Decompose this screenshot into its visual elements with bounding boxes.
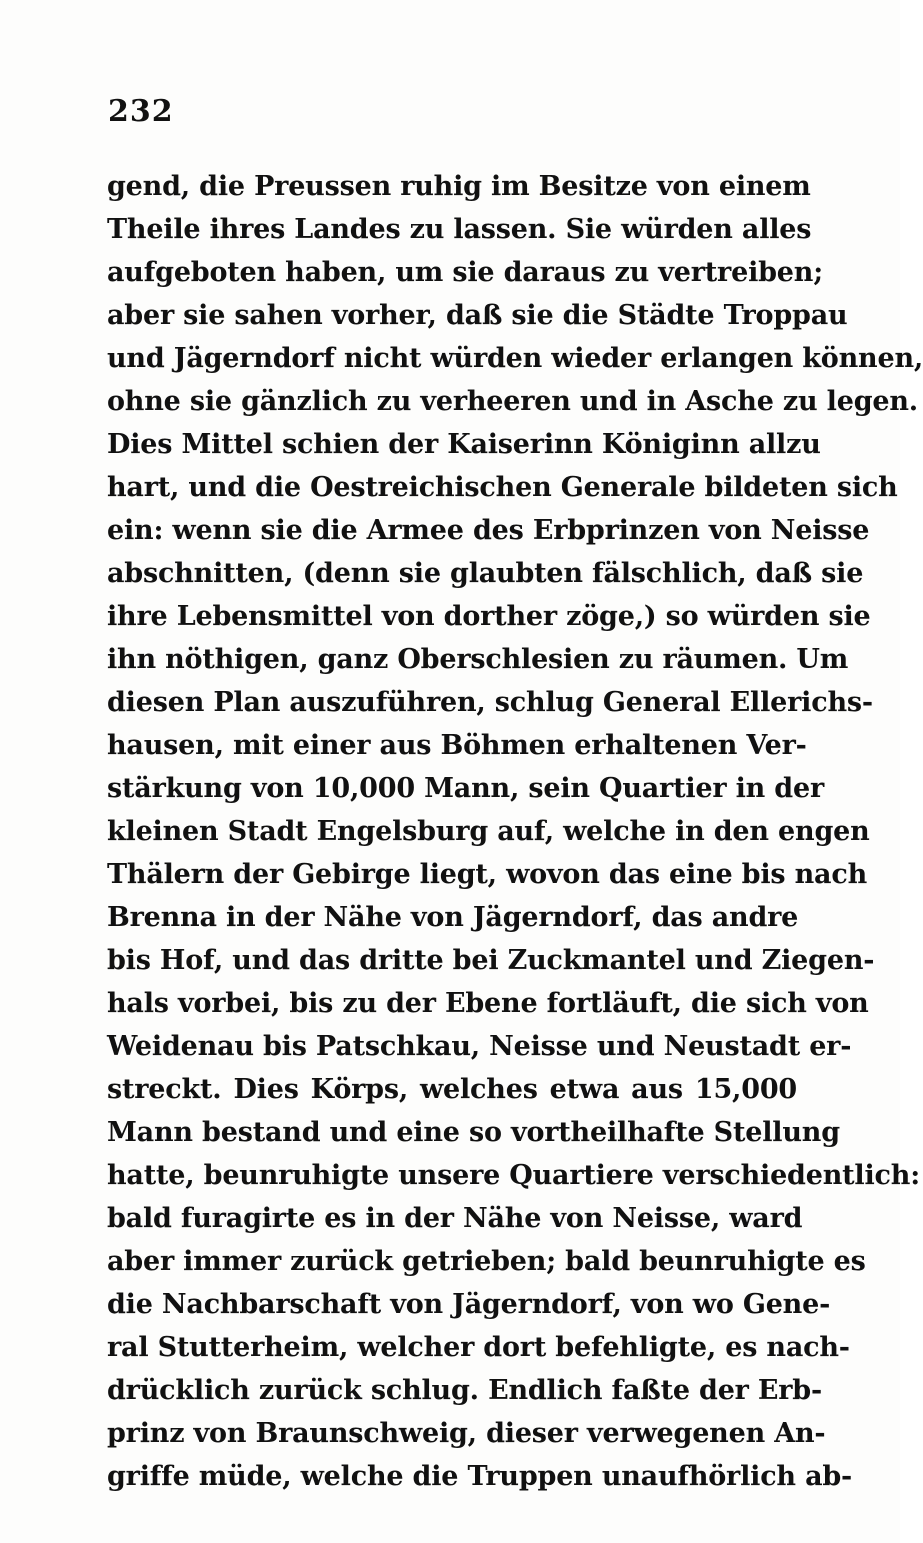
text-line: Dies Mittel schien der Kaiserinn Königinn allzu [107, 429, 821, 460]
text-line: und Jägerndorf nicht würden wieder erlangen können, [107, 343, 923, 374]
text-line: bis Hof, und das dritte bei Zuckmantel und Ziegen- [107, 945, 875, 976]
text-line: aufgeboten haben, um sie daraus zu vertreiben; [107, 257, 823, 288]
text-line: Theile ihres Landes zu lassen. Sie würden alles [107, 214, 812, 245]
text-line: ein: wenn sie die Armee des Erbprinzen von Neisse [107, 515, 870, 546]
text-line: diesen Plan auszuführen, schlug General Ellerichs- [107, 687, 873, 718]
text-line: Weidenau bis Patschkau, Neisse und Neustadt er- [107, 1031, 852, 1062]
text-line: ihre Lebensmittel von dorther zöge,) so würden sie [107, 601, 871, 632]
text-line: aber sie sahen vorher, daß sie die Städte Troppau [107, 300, 848, 331]
text-line: stärkung von 10,000 Mann, sein Quartier in der [107, 773, 824, 804]
text-line: prinz von Braunschweig, dieser verwegenen An- [107, 1418, 826, 1449]
text-line: streckt. Dies Körps, welches etwa aus 15,000 [107, 1074, 797, 1105]
text-line: drücklich zurück schlug. Endlich faßte der Erb- [107, 1375, 822, 1406]
text-line: hart, und die Oestreichischen Generale bildeten sich [107, 472, 898, 503]
text-line: bald furagirte es in der Nähe von Neisse, ward [107, 1203, 803, 1234]
text-line: gend, die Preussen ruhig im Besitze von einem [107, 171, 811, 202]
text-line: hals vorbei, bis zu der Ebene fortläuft, die sich von [107, 988, 869, 1019]
page-number: 232 [108, 94, 174, 129]
text-line: die Nachbarschaft von Jägerndorf, von wo Gene- [107, 1289, 831, 1320]
text-line: Thälern der Gebirge liegt, wovon das eine bis nach [107, 859, 868, 890]
text-line: Mann bestand und eine so vortheilhafte Stellung [107, 1117, 840, 1148]
text-line: abschnitten, (denn sie glaubten fälschlich, daß sie [107, 558, 864, 589]
text-line: ihn nöthigen, ganz Oberschlesien zu räumen. Um [107, 644, 849, 675]
text-line: ral Stutterheim, welcher dort befehligte, es nach- [107, 1332, 850, 1363]
text-line: ohne sie gänzlich zu verheeren und in Asche zu legen. [107, 386, 918, 417]
text-line: griffe müde, welche die Truppen unaufhörlich ab- [107, 1461, 853, 1492]
text-line: hatte, beunruhigte unsere Quartiere verschiedentlich: [107, 1160, 920, 1191]
text-line: Brenna in der Nähe von Jägerndorf, das andre [107, 902, 799, 933]
text-line: aber immer zurück getrieben; bald beunruhigte es [107, 1246, 866, 1277]
body-text [107, 165, 923, 1498]
text-line: hausen, mit einer aus Böhmen erhaltenen Ver- [107, 730, 807, 761]
text-line: kleinen Stadt Engelsburg auf, welche in den engen [107, 816, 870, 847]
